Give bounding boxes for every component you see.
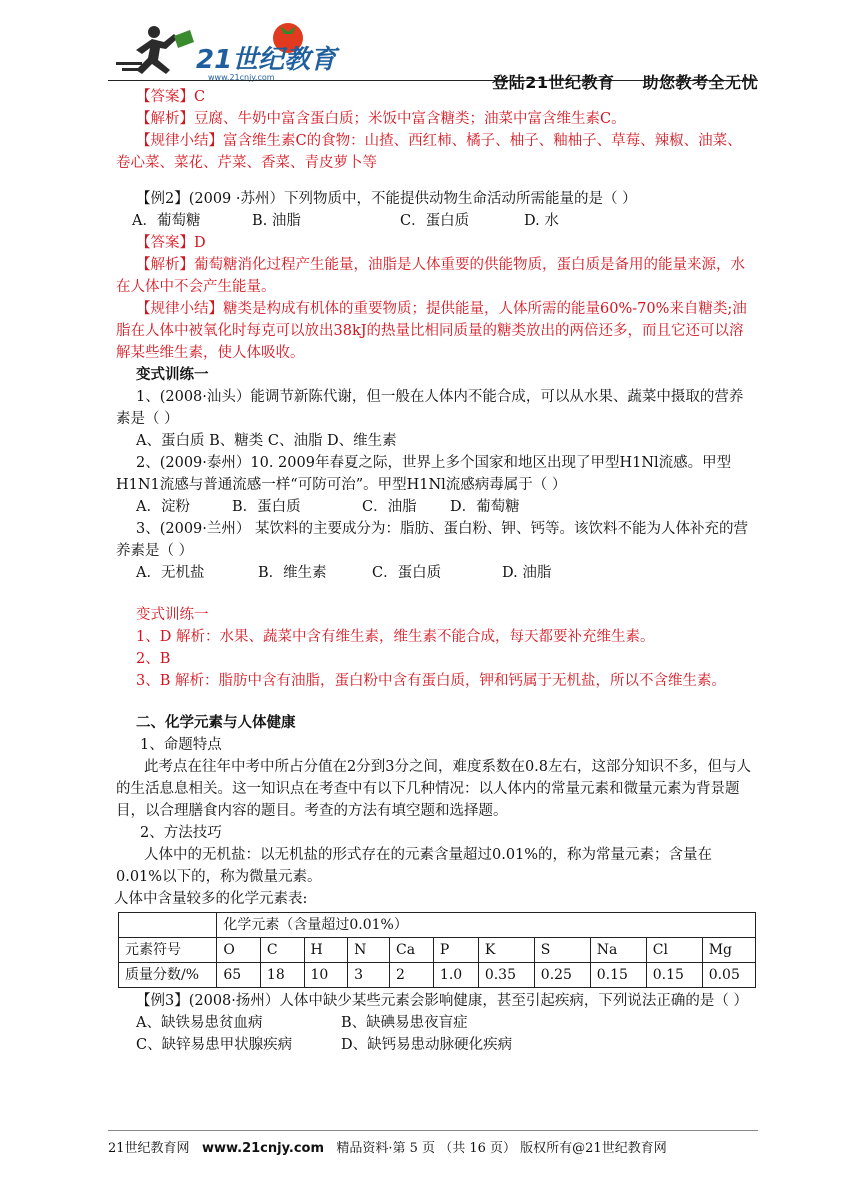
element-value-cell: 10 — [304, 963, 348, 988]
example-3-options-row1 — [116, 1012, 756, 1034]
example-2-question: 【例2】(2009 ·苏州）下列物质中，不能提供动物生命活动所需能量的是（ ） — [136, 191, 637, 207]
page-header — [108, 18, 758, 92]
section-2-para1: 此考点在往年中考中所占分值在2分到3分之间，难度系数在0.8左右，这部分知识不多，但与人的生活息息相关。这一知识点在考查中有以下几种情况：以人体内的常量元素和微量元素为背景题目，以合理膳食内容的题目。考查的方法有填空题和选择题。 — [116, 759, 752, 819]
svg-text:www.21cnjy.com: www.21cnjy.com — [208, 73, 275, 82]
element-symbol-cell: P — [433, 938, 478, 963]
table-header-row — [119, 913, 756, 938]
q2-option-d: D．葡萄糖 — [450, 499, 520, 515]
element-value-cell: 0.25 — [534, 963, 590, 988]
training-1-answer-1: 1、D 解析：水果、蔬菜中含有维生素，维生素不能合成，每天都要补充维生素。 — [136, 629, 655, 645]
element-symbol-cell: H — [304, 938, 348, 963]
answer-1: 【答案】C — [136, 89, 206, 105]
element-table — [118, 912, 756, 988]
table-row-symbols — [119, 938, 756, 963]
section-2-sub2: 2、方法技巧 — [140, 825, 222, 841]
q2-option-a: A．淀粉 — [136, 499, 190, 515]
training-1-title: 变式训练一 — [136, 366, 209, 383]
summary-1: 【规律小结】富含维生素C的食物：山揸、西红柿、橘子、柚子、釉柚子、草莓、辣椒、油菜、卷心菜、菜花、芹菜、香菜、青皮萝卜等 — [116, 133, 742, 171]
q3-option-c: C．蛋白质 — [372, 565, 442, 581]
site-logo — [108, 18, 337, 84]
element-symbol-cell: Mg — [702, 938, 755, 963]
element-symbol-cell: K — [478, 938, 534, 963]
training-1-answer-2: 2、B — [136, 651, 171, 667]
training-1-q1: 1、(2008·汕头）能调节新陈代谢，但一般在人体内不能合成，可以从水果、蔬菜中摄取的营养素是（ ） — [116, 389, 744, 427]
element-symbol-cell: N — [348, 938, 390, 963]
document-body — [116, 86, 756, 1056]
element-value-cell: 2 — [389, 963, 433, 988]
answer-2: 【答案】D — [136, 235, 206, 251]
element-symbol-cell: O — [217, 938, 261, 963]
q2-option-c: C．油脂 — [362, 499, 417, 515]
option-d: D. 水 — [524, 213, 559, 229]
slogan-help: 助您教考全无忧 — [642, 73, 758, 92]
ex3-option-d: D、缺钙易患动脉硬化疾病 — [341, 1037, 513, 1053]
element-value-cell: 1.0 — [433, 963, 478, 988]
q2-option-b: B．蛋白质 — [232, 499, 301, 515]
page-footer — [108, 1137, 758, 1156]
element-symbol-cell: C — [260, 938, 304, 963]
svg-text:21世纪教育: 21世纪教育 — [196, 45, 337, 75]
training-1-q3: 3、(2009·兰州） 某饮料的主要成分为：脂肪、蛋白粉、钾、钙等。该饮料不能为人体补充的营养素是（ ） — [116, 521, 748, 559]
q3-option-b: B．维生素 — [258, 565, 327, 581]
table-group-header: 化学元素（含量超过0.01%） — [217, 913, 756, 938]
example-2-options — [116, 210, 756, 232]
header-rule — [108, 80, 758, 81]
element-value-cell: 18 — [260, 963, 304, 988]
training-1-q3-options — [116, 562, 756, 584]
training-1-answers-title: 变式训练一 — [136, 607, 209, 623]
footer-site-name: 21世纪教育网 — [108, 1141, 190, 1156]
element-value-cell: 0.35 — [478, 963, 534, 988]
row-label-symbols: 元素符号 — [119, 938, 217, 963]
slogan-login: 登陆21世纪教育 — [492, 73, 615, 92]
element-value-cell: 0.15 — [590, 963, 646, 988]
footer-rule — [108, 1130, 758, 1131]
row-label-values: 质量分数/% — [119, 963, 217, 988]
example-3-question: 【例3】(2008·扬州）人体中缺少某些元素会影响健康，甚至引起疾病，下列说法正确的是（ ） — [136, 993, 748, 1009]
footer-info: 精品资料·第 5 页 （共 16 页） 版权所有@21世纪教育网 — [336, 1141, 667, 1156]
element-symbol-cell: S — [534, 938, 590, 963]
option-c: C．蛋白质 — [400, 213, 470, 229]
element-symbol-cell: Cl — [646, 938, 702, 963]
ex3-option-c: C、缺锌易患甲状腺疾病 — [136, 1037, 293, 1053]
q3-option-a: A．无机盐 — [136, 565, 205, 581]
element-value-cell: 3 — [348, 963, 390, 988]
training-1-q2-options — [116, 496, 756, 518]
example-3-options-row2 — [116, 1034, 756, 1056]
training-1-q1-options: A、蛋白质 B、糖类 C、油脂 D、维生素 — [136, 433, 397, 449]
table-row-values — [119, 963, 756, 988]
training-1-q2: 2、(2009·泰州）10. 2009年春夏之际，世界上多个国家和地区出现了甲型H1Nl流感。甲型H1N1流感与普通流感一样“可防可治”。甲型H1Nl流感病毒属于（ ） — [116, 455, 732, 493]
element-symbol-cell: Na — [590, 938, 646, 963]
option-b: B. 油脂 — [252, 213, 301, 229]
analysis-2: 【解析】葡萄糖消化过程产生能量，油脂是人体重要的供能物质，蛋白质是备用的能量来源，水在人体中不会产生能量。 — [116, 257, 745, 295]
q3-option-d: D. 油脂 — [502, 565, 552, 581]
summary-2: 【规律小结】糖类是构成有机体的重要物质；提供能量，人体所需的能量60%-70%来自糖类;油脂在人体中被氧化时每克可以放出38kJ的热量比相同质量的糖类放出的两倍还多，而且它还可以溶解某些维生素，使人体吸收。 — [116, 301, 747, 361]
table-caption: 人体中含量较多的化学元素表: — [114, 891, 308, 907]
table-corner — [119, 913, 217, 938]
ex3-option-a: A、缺铁易患贫血病 — [136, 1015, 263, 1031]
section-2-sub1: 1、命题特点 — [140, 737, 222, 753]
element-value-cell: 0.05 — [702, 963, 755, 988]
option-a: A．葡萄糖 — [132, 213, 201, 229]
element-symbol-cell: Ca — [389, 938, 433, 963]
footer-url-link[interactable]: www.21cnjy.com — [201, 1141, 324, 1156]
ex3-option-b: B、缺碘易患夜盲症 — [341, 1015, 468, 1031]
section-2-title: 二、化学元素与人体健康 — [136, 714, 296, 731]
analysis-1: 【解析】豆腐、牛奶中富含蛋白质；米饭中富含糖类；油菜中富含维生素C。 — [136, 111, 626, 127]
section-2-para2: 人体中的无机盐：以无机盐的形式存在的元素含量超过0.01%的，称为常量元素；含量在0.01%以下的，称为微量元素。 — [116, 847, 713, 885]
element-value-cell: 0.15 — [646, 963, 702, 988]
training-1-answer-3: 3、B 解析：脂肪中含有油脂，蛋白粉中含有蛋白质，钾和钙属于无机盐，所以不含维生素。 — [136, 673, 726, 689]
runner-icon — [116, 26, 178, 74]
element-value-cell: 65 — [217, 963, 261, 988]
